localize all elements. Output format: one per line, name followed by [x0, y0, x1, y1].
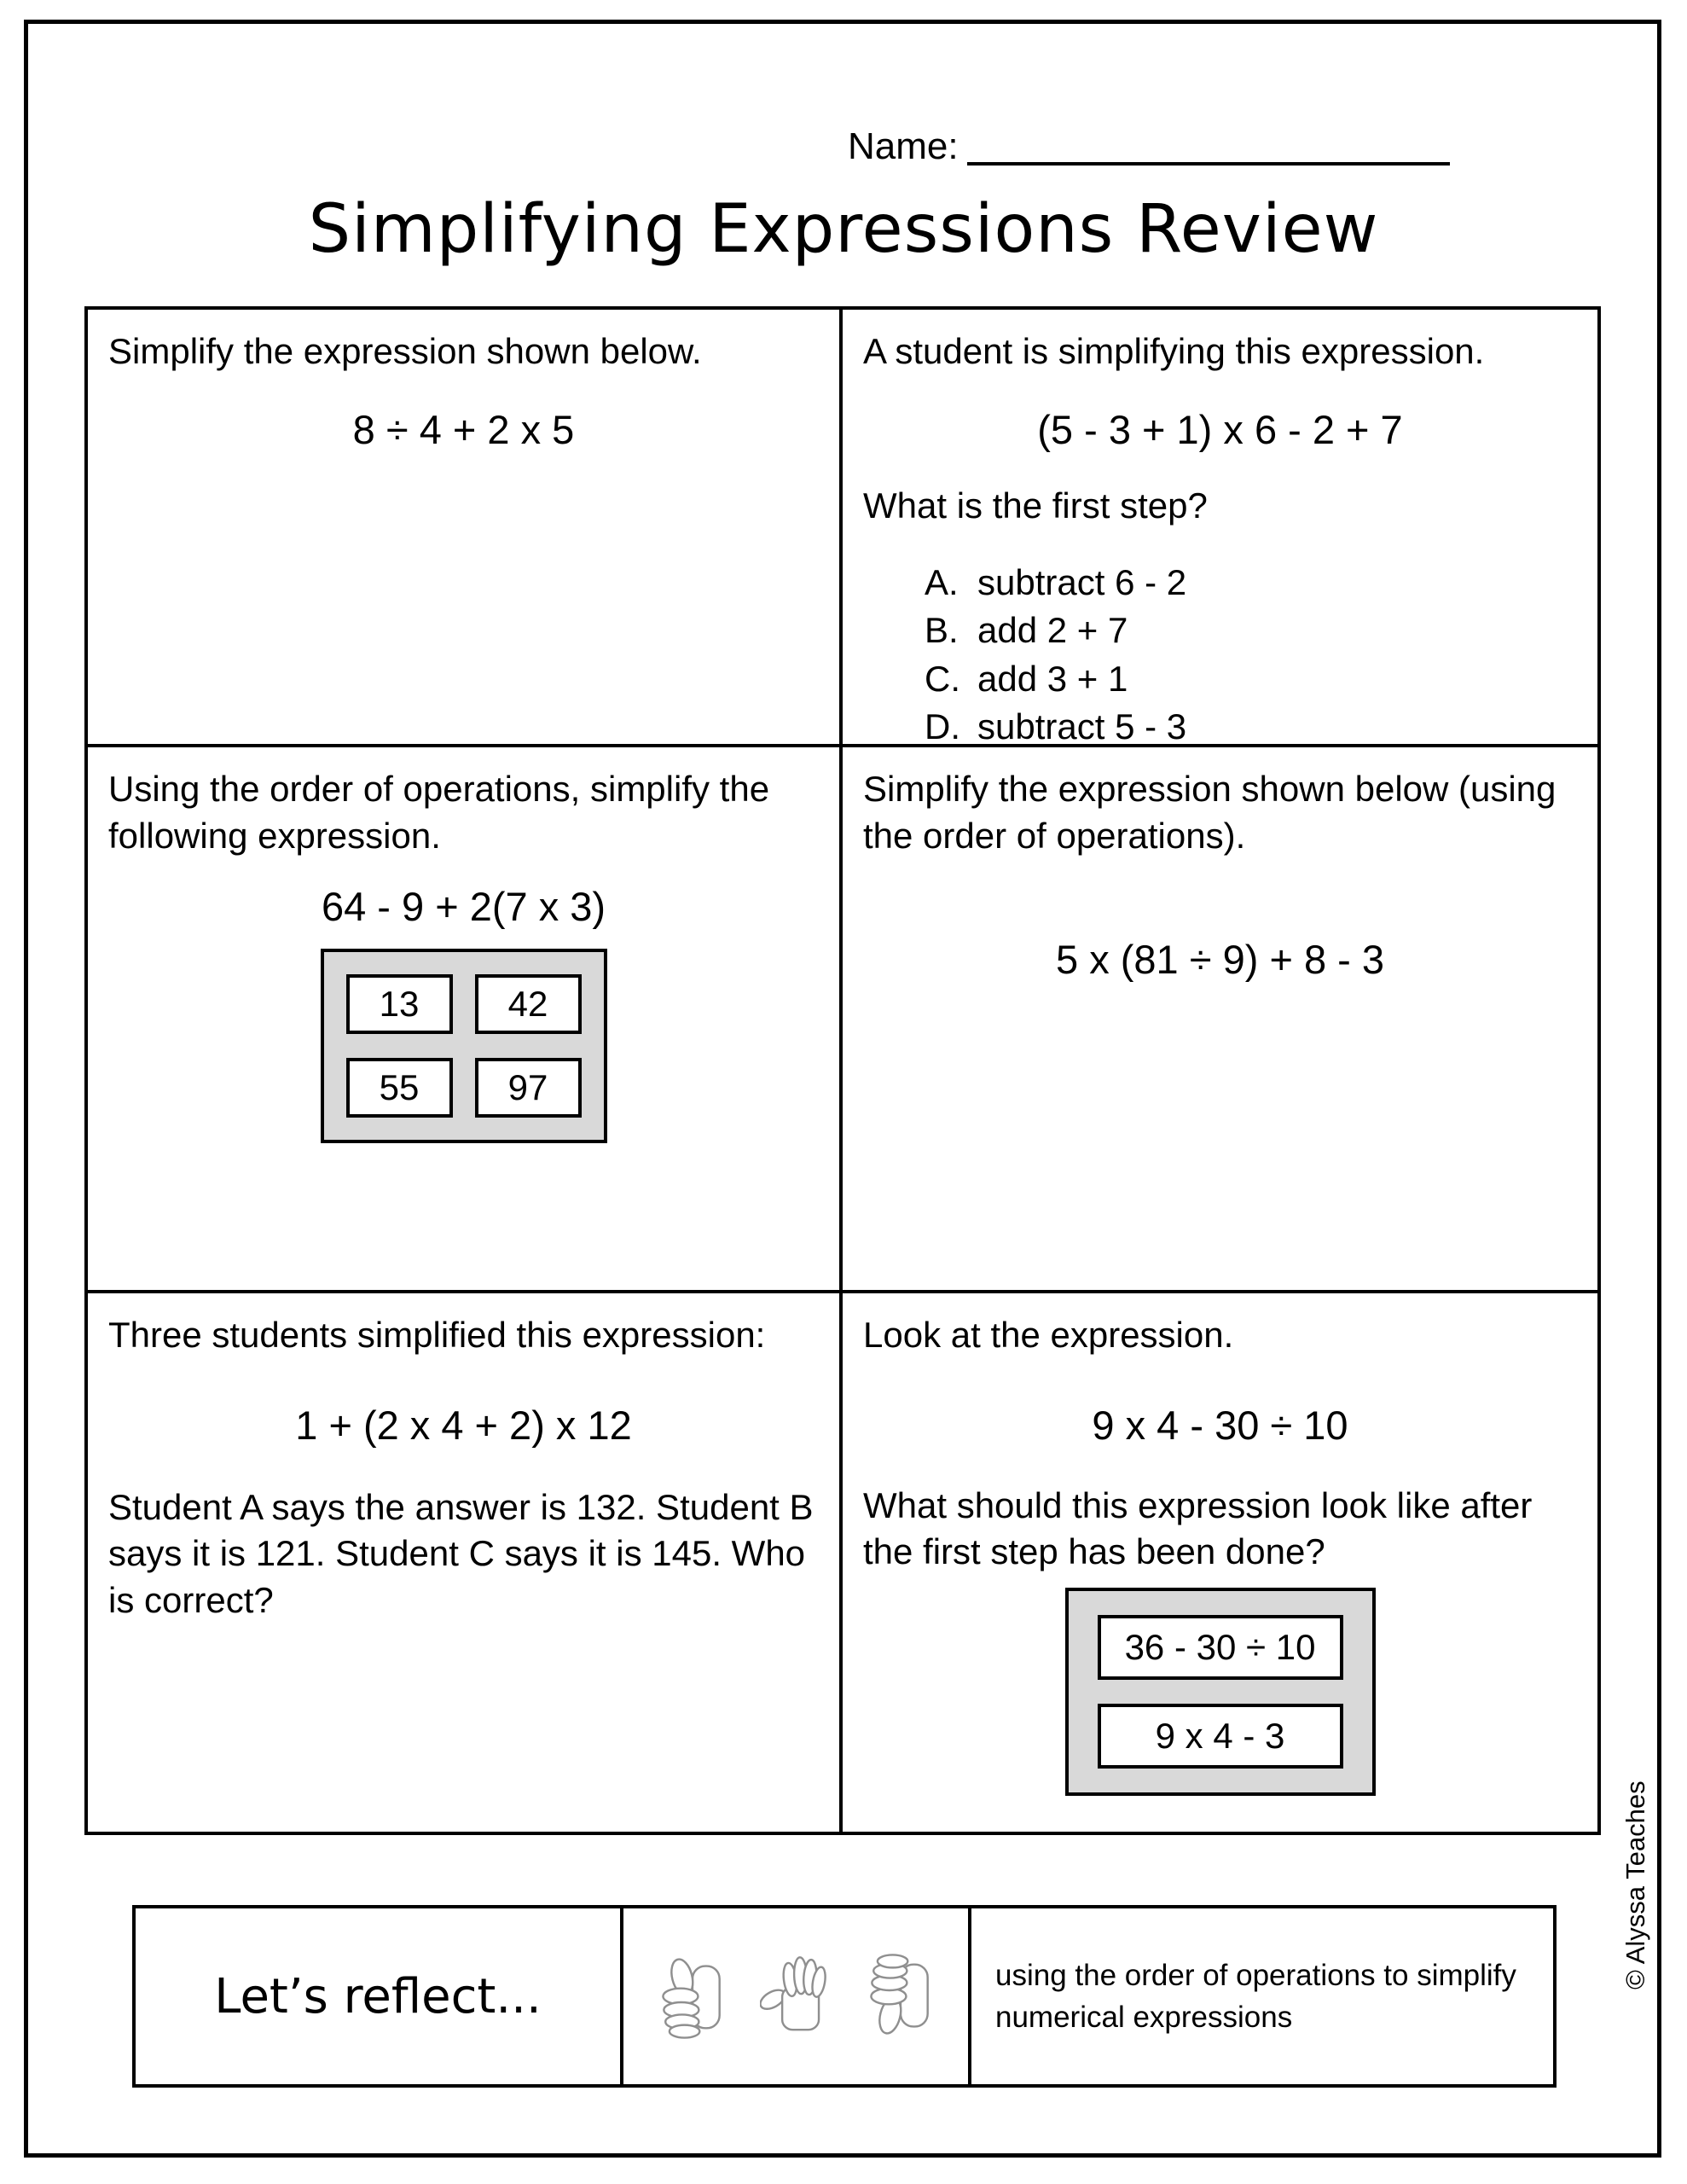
- problem-prompt: Look at the expression.: [863, 1315, 1234, 1355]
- problem-prompt: A student is simplifying this expression.: [863, 331, 1485, 371]
- answer-option-box[interactable]: 55: [346, 1058, 453, 1118]
- math-expression: 8 ÷ 4 + 2 x 5: [352, 406, 575, 452]
- answer-option-box[interactable]: 13: [346, 974, 453, 1034]
- choice-b[interactable]: [925, 607, 1577, 654]
- problem-prompt: Simplify the expression shown below (using the order of operations).: [863, 769, 1557, 856]
- answer-option-panel: [1065, 1588, 1376, 1796]
- choice-text: subtract 6 - 2: [977, 562, 1187, 603]
- reflect-strip: [132, 1905, 1557, 2088]
- reflect-topic: using the order of operations to simplify numerical expressions: [995, 1959, 1516, 2034]
- choice-text: add 2 + 7: [977, 610, 1128, 651]
- problem-question: Student A says the answer is 132. Student B says it is 121. Student C says it is 145. Who is correct?: [108, 1486, 814, 1620]
- answer-option-box[interactable]: 36 - 30 ÷ 10: [1098, 1615, 1343, 1680]
- reflect-rating-icons: [623, 1908, 971, 2084]
- choice-d[interactable]: [925, 703, 1577, 747]
- problem-card-1: [88, 310, 843, 747]
- problem-prompt: Using the order of operations, simplify the following expression.: [108, 769, 770, 856]
- choice-label: A.: [925, 562, 959, 603]
- problem-question: What should this expression look like after the first step has been done?: [863, 1484, 1533, 1572]
- name-label: Name:: [848, 125, 959, 167]
- choice-a[interactable]: [925, 559, 1577, 607]
- answer-option-panel: [321, 949, 607, 1143]
- problem-grid: [84, 306, 1601, 1835]
- name-row: [848, 126, 1450, 166]
- math-expression: 9 x 4 - 30 ÷ 10: [1092, 1402, 1348, 1448]
- problem-card-5: [88, 1293, 843, 1832]
- problem-card-2: [843, 310, 1597, 747]
- answer-option-box[interactable]: 42: [475, 974, 582, 1034]
- problem-question: What is the first step?: [863, 485, 1208, 526]
- answer-option-box[interactable]: 97: [475, 1058, 582, 1118]
- problem-card-4: [843, 747, 1597, 1293]
- problem-card-6: [843, 1293, 1597, 1832]
- reflect-heading: Let’s reflect...: [136, 1908, 623, 2084]
- problem-card-3: [88, 747, 843, 1293]
- math-expression: 5 x (81 ÷ 9) + 8 - 3: [1056, 937, 1384, 983]
- choice-list: [925, 559, 1577, 747]
- math-expression: 64 - 9 + 2(7 x 3): [321, 884, 606, 930]
- math-expression: (5 - 3 + 1) x 6 - 2 + 7: [1037, 406, 1403, 452]
- reflect-topic-section: [971, 1908, 1553, 2084]
- choice-label: B.: [925, 610, 959, 651]
- name-input-line[interactable]: [967, 126, 1450, 166]
- choice-label: D.: [925, 706, 960, 746]
- page-title: Simplifying Expressions Review: [308, 191, 1379, 268]
- copyright-credit: © Alyssa Teaches: [1620, 1780, 1650, 1989]
- choice-label: C.: [925, 658, 960, 699]
- thumbs-up-icon[interactable]: [656, 1954, 728, 2039]
- math-expression: 1 + (2 x 4 + 2) x 12: [295, 1402, 632, 1448]
- thumbs-down-icon[interactable]: [864, 1954, 936, 2039]
- neutral-hand-icon[interactable]: [760, 1954, 832, 2039]
- problem-prompt: Simplify the expression shown below.: [108, 331, 702, 371]
- answer-option-box[interactable]: 9 x 4 - 3: [1098, 1704, 1343, 1769]
- choice-text: subtract 5 - 3: [977, 706, 1187, 746]
- choice-c[interactable]: [925, 655, 1577, 703]
- choice-text: add 3 + 1: [977, 658, 1128, 699]
- problem-prompt: Three students simplified this expression:: [108, 1315, 766, 1355]
